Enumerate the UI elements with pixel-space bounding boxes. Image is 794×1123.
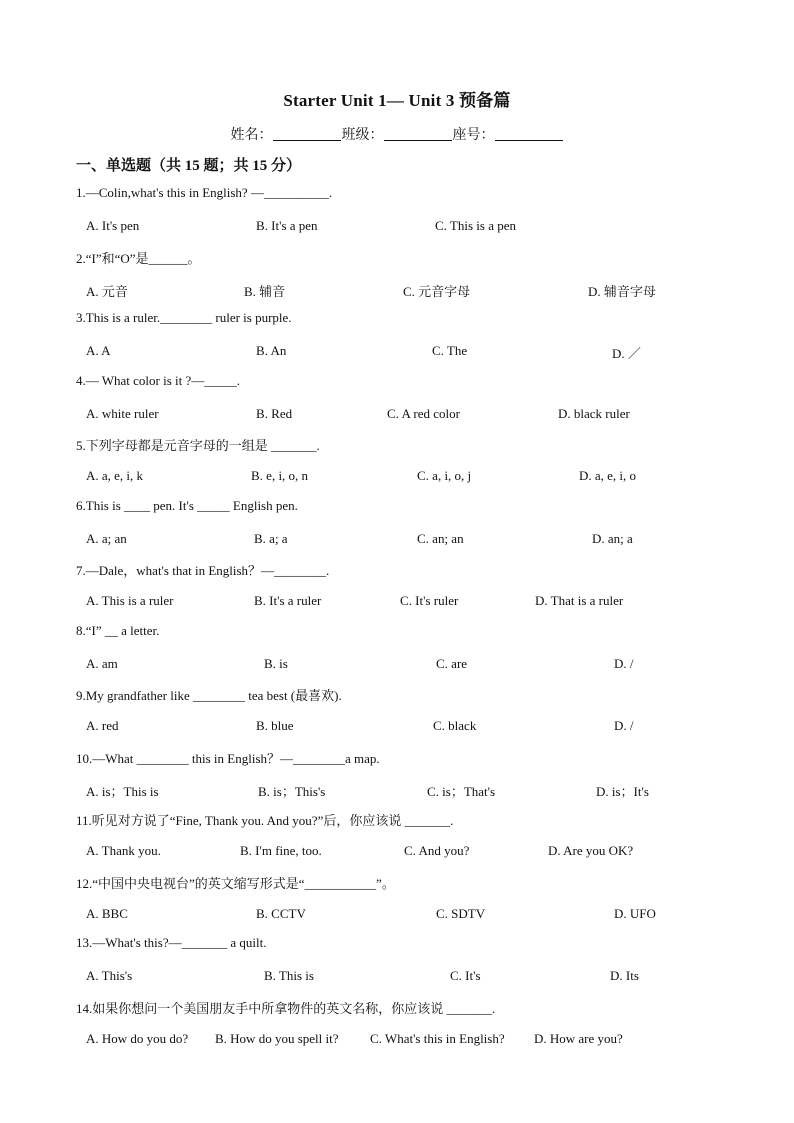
seat-blank — [495, 126, 563, 141]
option-a: A. A — [86, 343, 111, 358]
option-row — [86, 718, 706, 736]
question-stem: 14.如果你想问一个美国朋友手中所拿物件的英文名称，你应该说 _______. — [76, 1000, 496, 1016]
option-d: D. black ruler — [558, 405, 630, 421]
option-d: D. Are you OK? — [548, 843, 634, 858]
option-row — [86, 343, 706, 361]
option-d: D. ／ — [612, 346, 641, 361]
option-c: C. black — [433, 718, 477, 733]
class-label: 班级： — [341, 128, 384, 143]
question-1 — [76, 185, 716, 248]
question-14 — [76, 998, 716, 1061]
option-row — [86, 468, 706, 486]
question-8 — [76, 623, 716, 686]
page-title: Starter Unit 1— Unit 3 预备篇 — [283, 91, 511, 110]
option-b: B. I'm fine, too. — [240, 843, 322, 858]
option-a: A. 元音 — [86, 283, 128, 299]
question-stem: 2.“I”和“O”是______。 — [76, 250, 201, 266]
option-d: D. a, e, i, o — [579, 468, 637, 483]
class-blank — [384, 126, 452, 141]
option-c: C. A red color — [387, 405, 460, 421]
question-11 — [76, 810, 716, 873]
question-5 — [76, 435, 716, 498]
option-d: D. Its — [610, 968, 639, 983]
option-d: D. / — [614, 718, 634, 733]
question-stem: 12.“中国中央电视台”的英文缩写形式是“___________”。 — [76, 875, 395, 891]
option-b: B. 辅音 — [244, 283, 286, 299]
option-c: C. an; an — [417, 530, 464, 546]
name-blank — [273, 126, 341, 141]
option-a: A. This's — [86, 968, 133, 983]
option-a: A. It's pen — [86, 218, 140, 233]
option-d: D. That is a ruler — [535, 593, 624, 608]
option-c: C. The — [432, 343, 468, 358]
option-row — [86, 531, 706, 549]
option-c: C. is；That's — [427, 783, 496, 799]
option-a: A. BBC — [86, 905, 128, 921]
option-c: C. are — [436, 655, 468, 671]
question-10 — [76, 748, 716, 811]
question-3 — [76, 310, 716, 373]
option-b: B. It's a ruler — [254, 593, 322, 608]
question-stem: 6.This is ____ pen. It's _____ English pen. — [76, 497, 298, 513]
question-stem: 5.下列字母都是元音字母的一组是 _______. — [76, 438, 320, 453]
option-c: C. What's this in English? — [370, 1030, 505, 1046]
question-4 — [76, 373, 716, 436]
option-b: B. blue — [256, 718, 294, 733]
option-row — [86, 781, 706, 799]
option-b: B. a; a — [254, 530, 288, 546]
option-a: A. white ruler — [86, 405, 159, 421]
question-stem: 10.—What ________ this in English？—________a map. — [76, 750, 380, 766]
option-d: D. is；It's — [596, 783, 649, 799]
question-13 — [76, 935, 716, 998]
option-b: B. CCTV — [256, 905, 306, 921]
option-d: D. 辅音字母 — [588, 283, 656, 299]
option-d: D. UFO — [614, 905, 656, 921]
option-row — [86, 843, 706, 861]
question-stem: 13.—What's this?—_______ a quilt. — [76, 935, 267, 950]
question-stem: 3.This is a ruler.________ ruler is purple. — [76, 310, 292, 325]
option-d: D. How are you? — [534, 1030, 623, 1046]
question-12 — [76, 873, 716, 936]
question-2 — [76, 248, 716, 311]
question-7 — [76, 560, 716, 623]
question-stem: 11.听见对方说了“Fine, Thank you. And you?”后，你应该说 _______. — [76, 813, 454, 828]
seat-label: 座号： — [452, 128, 495, 143]
option-row — [86, 218, 706, 236]
option-c: C. 元音字母 — [403, 283, 471, 299]
question-stem: 4.— What color is it ?—_____. — [76, 372, 241, 388]
option-d: D. an; a — [592, 530, 633, 546]
option-b: B. is；This's — [258, 783, 326, 799]
option-a: A. a; an — [86, 530, 127, 546]
option-d: D. / — [614, 655, 634, 671]
option-b: B. How do you spell it? — [215, 1030, 339, 1046]
option-a: A. red — [86, 718, 119, 733]
section-title: 一、单选题（共 15 题；共 15 分） — [76, 158, 302, 174]
option-c: C. And you? — [404, 843, 470, 858]
option-row — [86, 281, 706, 299]
option-a: A. is；This is — [86, 783, 159, 799]
option-row — [86, 406, 706, 424]
option-row — [86, 968, 706, 986]
option-c: C. a, i, o, j — [417, 468, 472, 483]
option-b: B. This is — [264, 968, 314, 983]
option-b: B. e, i, o, n — [251, 468, 309, 483]
option-b: B. It's a pen — [256, 218, 318, 233]
option-a: A. am — [86, 655, 118, 671]
question-6 — [76, 498, 716, 561]
option-a: A. Thank you. — [86, 843, 161, 858]
option-a: A. a, e, i, k — [86, 468, 144, 483]
question-stem: 9.My grandfather like ________ tea best (最喜欢). — [76, 688, 342, 703]
name-label: 姓名： — [230, 128, 273, 143]
option-row — [86, 593, 706, 611]
option-b: B. is — [264, 655, 288, 671]
student-info-line — [0, 124, 794, 144]
option-b: B. Red — [256, 405, 293, 421]
option-c: C. This is a pen — [435, 218, 517, 233]
option-row — [86, 906, 706, 924]
question-9 — [76, 685, 716, 748]
option-c: C. It's — [450, 968, 481, 983]
question-list — [76, 185, 716, 1060]
option-a: A. This is a ruler — [86, 593, 174, 608]
option-row — [86, 1031, 706, 1049]
option-b: B. An — [256, 343, 287, 358]
option-c: C. SDTV — [436, 905, 486, 921]
question-stem: 7.—Dale，what's that in English？—________. — [76, 563, 330, 578]
question-stem: 8.“I” __ a letter. — [76, 622, 160, 638]
question-stem: 1.—Colin,what's this in English? —__________. — [76, 185, 333, 200]
option-c: C. It's ruler — [400, 593, 459, 608]
option-a: A. How do you do? — [86, 1030, 189, 1046]
option-row — [86, 656, 706, 674]
